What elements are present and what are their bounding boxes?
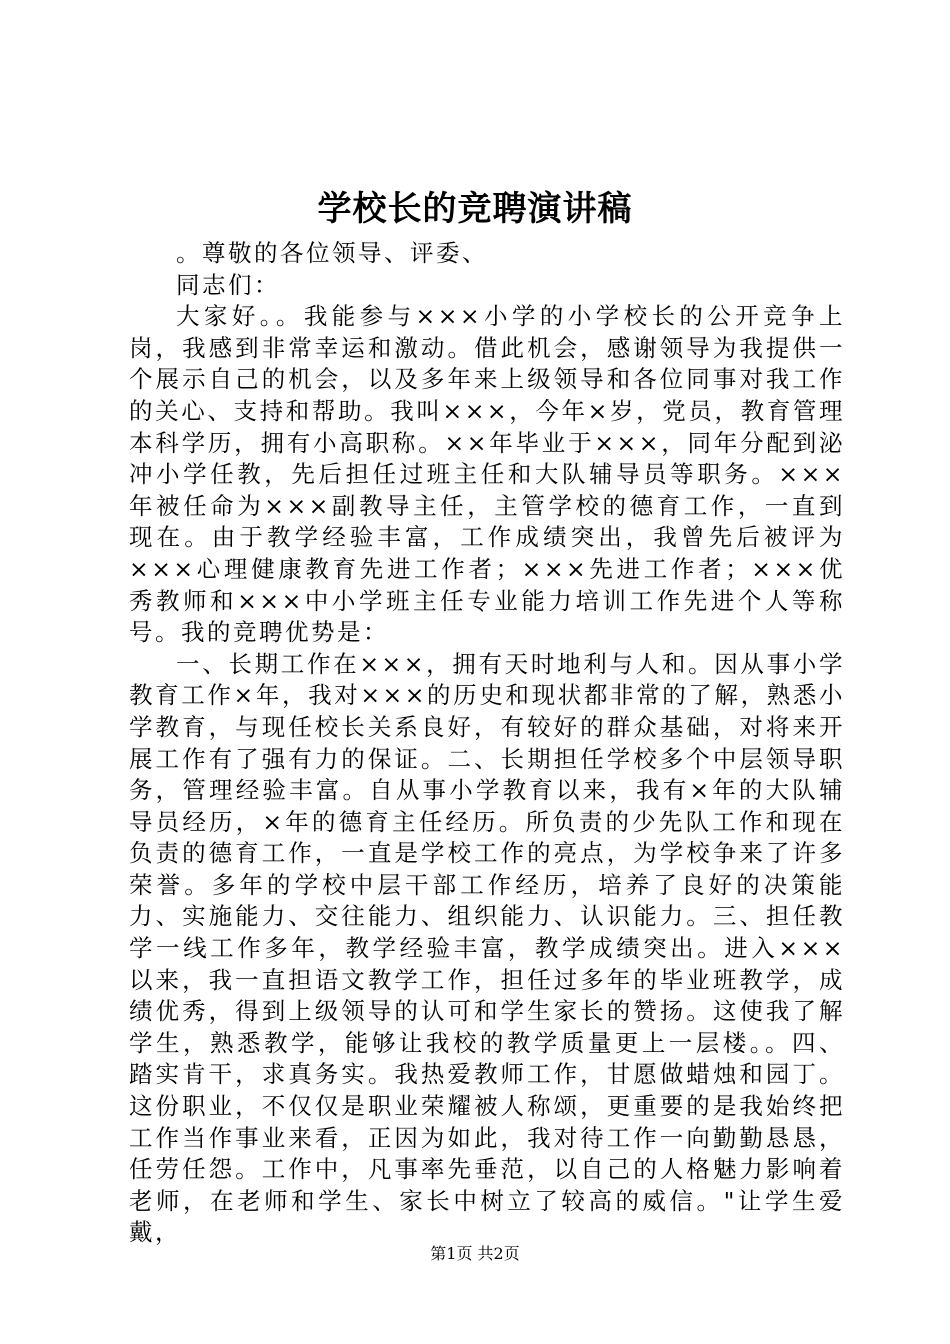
document-title: 学校长的竞聘演讲稿 — [317, 189, 633, 229]
body-paragraph-intro: 大家好。。我能参与×××小学的小学校长的公开竞争上岗，我感到非常幸运和激动。借此机会，感谢领导为我提供一个展示自己的机会，以及多年来上级领导和各位同事对我工作的关心、支持和帮助。我叫×××，今年×岁，党员，教育管理本科学历，拥有小高职称。××年毕业于×××，同年分配到泌冲小学任教，先后担任过班主任和大队辅导员等职务。×××年被任命为×××副教导主任，主管学校的德育工作，一直到现在。由于教学经验丰富，工作成绩突出，我曾先后被评为×××心理健康教育先进工作者；×××先进工作者；×××优秀教师和×××中小学班主任专业能力培训工作先进个人等称号。我的竞聘优势是： — [129, 302, 845, 647]
salutation-line-1: 。尊敬的各位领导、评委、 — [176, 239, 488, 267]
document-body — [129, 238, 845, 1249]
body-paragraph-advantages: 一、长期工作在×××，拥有天时地利与人和。因从事小学教育工作×年，我对×××的历史和现状都非常的了解，熟悉小学教育，与现任校长关系良好，有较好的群众基础，对将来开展工作有了强有力的保证。二、长期担任学校多个中层领导职务，管理经验丰富。自从事小学教育以来，我有×年的大队辅导员经历，×年的德育主任经历。所负责的少先队工作和现在负责的德育工作，一直是学校工作的亮点，为学校争来了许多荣誉。多年的学校中层干部工作经历，培养了良好的决策能力、实施能力、交往能力、组织能力、认识能力。三、担任教学一线工作多年，教学经验丰富，教学成绩突出。进入×××以来，我一直担语文教学工作，担任过多年的毕业班教学，成绩优秀，得到上级领导的认可和学生家长的赞扬。这使我了解学生，熟悉教学，能够让我校的教学质量更上一层楼。。四、踏实肯干，求真务实。我热爱教师工作，甘愿做蜡烛和园丁。这份职业，不仅仅是职业荣耀被人称颂，更重要的是我始终把工作当作事业来看，正因为如此，我对待工作一向勤勤恳恳，任劳任怨。工作中，凡事率先垂范，以自己的人格魅力影响着老师，在老师和学生、家长中树立了较高的威信。"让学生爱戴， — [129, 649, 845, 1247]
salutation-line-2: 同志们： — [176, 270, 280, 299]
page-number: 第1页 共2页 — [430, 1244, 520, 1263]
